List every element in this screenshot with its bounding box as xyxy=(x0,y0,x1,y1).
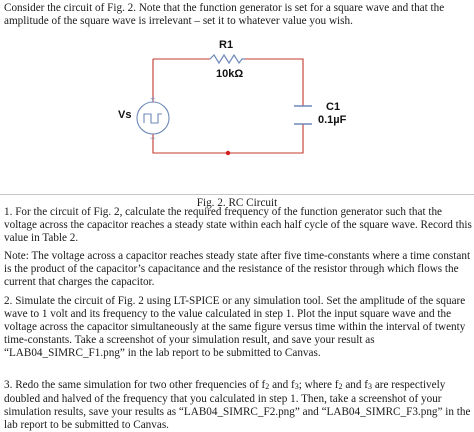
figure-caption: Fig. 2. RC Circuit xyxy=(196,197,278,209)
capacitor-symbol xyxy=(294,106,312,124)
intro-paragraph: Consider the circuit of Fig. 2. Note that the function generator is set for a square wave and that the amplitude of the square wave is irrelevant – set it to whatever value you wish. xyxy=(4,2,445,27)
source-plus-sign: + xyxy=(150,94,156,104)
capacitor-value-label: 0.1µF xyxy=(318,114,347,126)
capacitor-name-label: C1 xyxy=(326,101,341,113)
note-paragraph: Note: The voltage across a capacitor reaches steady state after five time-constants where a time constant is the product of the capacitor’s capacitance and the resistance of the resistor through which flows the current that charges the capacitor. xyxy=(4,250,471,288)
source-name-label: Vs xyxy=(118,109,132,121)
resistor-name-label: R1 xyxy=(219,39,234,51)
step1-paragraph: 1. For the circuit of Fig. 2, calculate the required frequency of the function generator such that the voltage across the capacitor reaches a steady state within each half cycle of the square wave. Record this value in Table 2. xyxy=(4,206,472,244)
resistor-symbol xyxy=(210,55,245,63)
wire-top-right xyxy=(245,59,303,106)
voltage-source-symbol xyxy=(137,102,169,134)
step3-paragraph: 3. Redo the same simulation for two other frequencies of f2 and f3; where f2 and f3 are respectively doubled and halved of the frequency that you calculated in step 1. Then, take a screenshot of your simulation results, save your results as “LAB04_SIMRC_F2.png” and “LAB04_SIMRC_F3.png” in the lab report to be submitted to Canvas. xyxy=(4,379,471,431)
section-divider xyxy=(0,194,474,195)
wire-right-bottom xyxy=(153,124,303,153)
circuit-schematic xyxy=(0,34,474,179)
step2-paragraph: 2. Simulate the circuit of Fig. 2 using LT-SPICE or any simulation tool. Set the amplitude of the square wave to 1 volt and its frequency to the value calculated in step 1. Plot the input square wave and the voltage across the capacitor simultaneously at the same figure versus time within the interval of twenty time-constants. Take a screenshot of your simulation result, and save your result as “LAB04_SIMRC_F1.png” in the lab report to be submitted to Canvas. xyxy=(4,295,466,359)
resistor-value-label: 10kΩ xyxy=(216,68,244,80)
ground-node-dot xyxy=(226,151,230,155)
rc-circuit-figure xyxy=(0,34,474,209)
source-minus-sign: − xyxy=(150,133,156,143)
